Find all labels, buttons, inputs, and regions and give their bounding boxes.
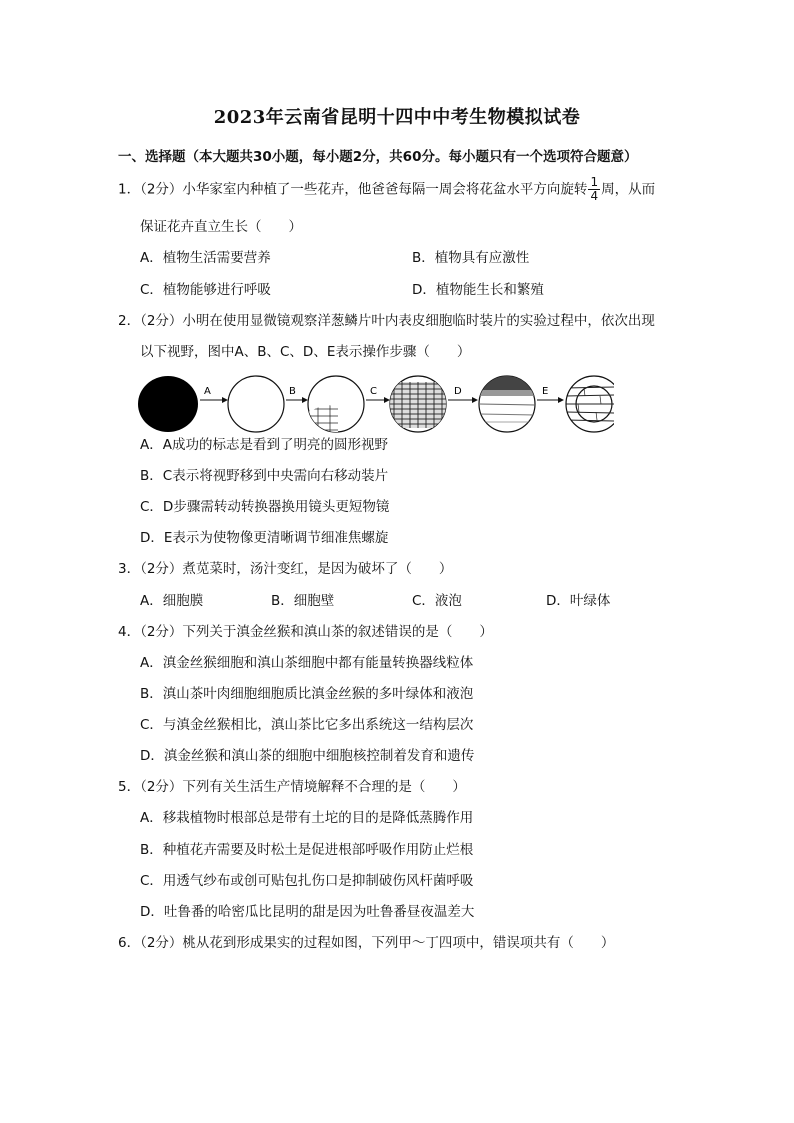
- q4-option-b: B．滇山茶叶肉细胞细胞质比滇金丝猴的多叶绿体和液泡: [140, 686, 474, 702]
- q3-option-a: A．细胞膜: [140, 593, 204, 609]
- question-1-text: 1．（2分）小华家室内种植了一些花卉，他爸爸每隔一周会将花盆水平方向旋转: [118, 181, 588, 198]
- question-5: 5．（2分）下列有关生活生产情境解释不合理的是（ ）: [118, 779, 466, 795]
- question-3: 3．（2分）煮苋菜时，汤汁变红，是因为破坏了（ ）: [118, 561, 453, 577]
- fraction-numerator: 1: [590, 175, 599, 189]
- cells-centered-field: [390, 382, 446, 428]
- q5-option-d: D．吐鲁番的哈密瓜比昆明的甜是因为吐鲁番昼夜温差大: [140, 904, 475, 920]
- q2-option-d: D．E表示为使物像更清晰调节细准焦螺旋: [140, 530, 389, 546]
- q2-option-a: A．A成功的标志是看到了明亮的圆形视野: [140, 437, 388, 453]
- question-2: 2．（2分）小明在使用显微镜观察洋葱鳞片叶内表皮细胞临时装片的实验过程中，依次出现: [118, 313, 655, 329]
- section-heading: 一、选择题（本大题共30小题，每小题2分，共60分。每小题只有一个选项符合题意）: [118, 149, 638, 165]
- question-4: 4．（2分）下列关于滇金丝猴和滇山茶的叙述错误的是（ ）: [118, 624, 493, 640]
- step-label-c: C: [370, 386, 377, 397]
- q5-option-c: C．用透气纱布或创可贴包扎伤口是抑制破伤风杆菌呼吸: [140, 873, 474, 889]
- q4-option-c: C．与滇金丝猴相比，滇山茶比它多出系统这一结构层次: [140, 717, 474, 733]
- q3-option-c: C．液泡: [412, 593, 462, 609]
- step-label-a: A: [204, 386, 211, 397]
- question-6: 6．（2分）桃从花到形成果实的过程如图，下列甲～丁四项中，错误项共有（ ）: [118, 935, 615, 951]
- dark-field: [138, 376, 198, 432]
- step-label-b: B: [289, 386, 296, 397]
- q3-option-d: D．叶绿体: [546, 593, 611, 609]
- q1-option-c: C．植物能够进行呼吸: [140, 282, 271, 298]
- question-2-continuation: 以下视野，图中A、B、C、D、E表示操作步骤（ ）: [140, 344, 471, 360]
- q1-option-b: B．植物具有应激性: [412, 250, 530, 266]
- q2-option-b: B．C表示将视野移到中央需向右移动装片: [140, 468, 389, 484]
- microscope-fields-figure: [138, 374, 614, 434]
- q4-option-a: A．滇金丝猴细胞和滇山茶细胞中都有能量转换器线粒体: [140, 655, 474, 671]
- q3-option-b: B．细胞壁: [271, 593, 335, 609]
- fraction-denominator: 4: [590, 189, 599, 203]
- q2-option-c: C．D步骤需转动转换器换用镜头更短物镜: [140, 499, 390, 515]
- step-label-e: E: [542, 386, 549, 397]
- exam-title: 2023年云南省昆明十四中中考生物模拟试卷: [213, 107, 581, 128]
- bright-field: [228, 376, 284, 432]
- q5-option-b: B．种植花卉需要及时松土是促进根部呼吸作用防止烂根: [140, 842, 474, 858]
- question-1: [118, 176, 655, 203]
- question-1-text-end: 周，从而: [601, 181, 656, 198]
- step-label-d: D: [454, 386, 462, 397]
- fraction: [588, 176, 600, 203]
- q1-option-a: A．植物生活需要营养: [140, 250, 271, 266]
- q1-option-d: D．植物能生长和繁殖: [412, 282, 544, 298]
- q4-option-d: D．滇金丝猴和滇山茶的细胞中细胞核控制着发育和遗传: [140, 748, 475, 764]
- question-1-continuation: 保证花卉直立生长（ ）: [140, 219, 302, 235]
- q5-option-a: A．移栽植物时根部总是带有土坨的目的是降低蒸腾作用: [140, 810, 474, 826]
